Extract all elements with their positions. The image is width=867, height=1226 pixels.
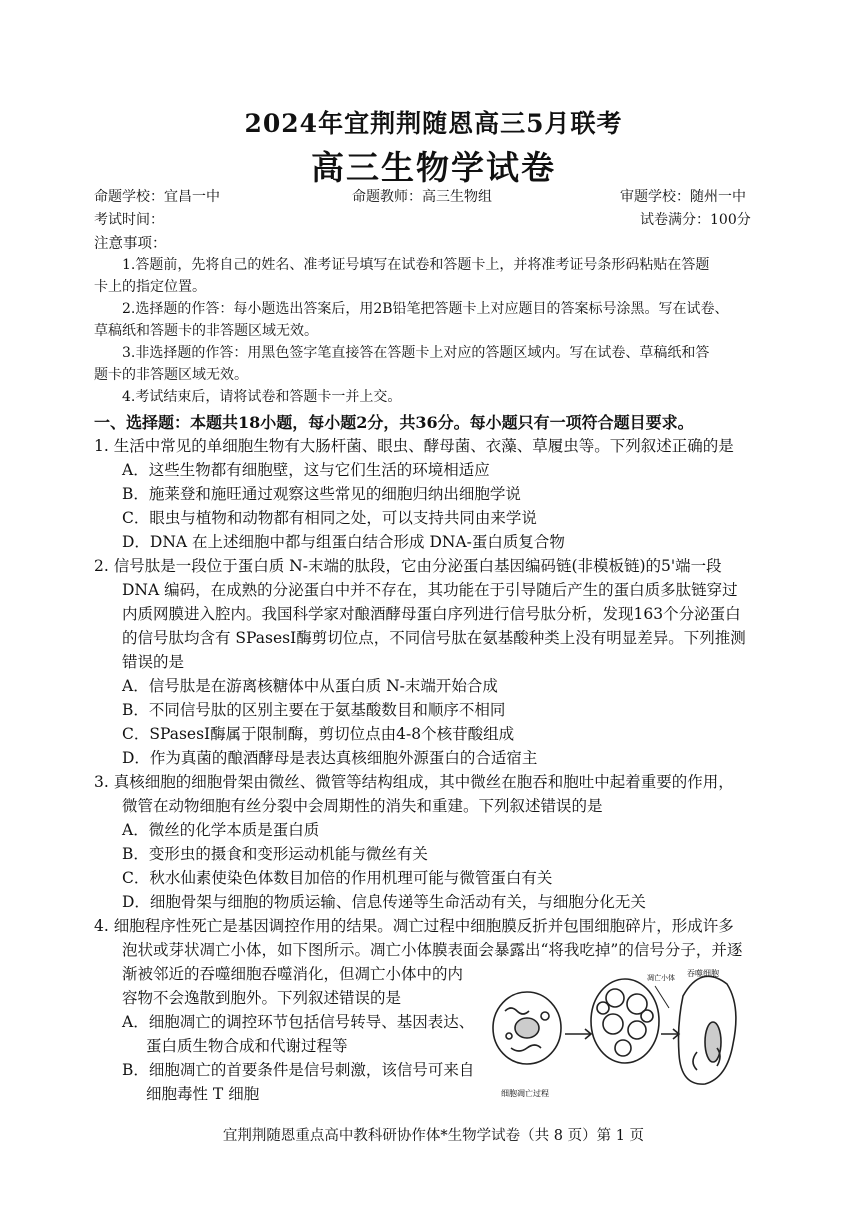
question-stem: 3. 真核细胞的细胞骨架由微丝、微管等结构组成，其中微丝在胞吞和胞吐中起着重要的作用，	[94, 773, 734, 791]
note-line: 1.答题前，先将自己的姓名、准考证号填写在试卷和答题卡上，并将准考证号条形码粘贴在答题	[122, 257, 710, 273]
apoptosis-diagram	[487, 956, 739, 1106]
exam-time-label: 考试时间：	[94, 212, 164, 228]
answer-option: D．细胞骨架与细胞的物质运输、信息传递等生命活动有关，与细胞分化无关	[122, 893, 646, 911]
teacher-label: 命题教师：高三生物组	[352, 189, 492, 205]
answer-option: A．微丝的化学本质是蛋白质	[122, 821, 320, 839]
apoptosis-figure	[487, 956, 739, 1106]
answer-option: B．不同信号肽的区别主要在于氨基酸数目和顺序不相同	[122, 701, 506, 719]
answer-option: D．DNA 在上述细胞中都与组蛋白结合形成 DNA-蛋白质复合物	[122, 533, 565, 551]
exam-title: 2024年宜荆荆随恩高三5月联考	[244, 109, 623, 138]
answer-option: A．这些生物都有细胞壁，这与它们生活的环境相适应	[122, 461, 490, 479]
note-line: 4.考试结束后，请将试卷和答题卡一并上交。	[122, 389, 402, 405]
figure-caption: 细胞凋亡过程	[501, 1089, 549, 1098]
school-label: 命题学校：宜昌一中	[94, 189, 220, 205]
page-footer: 宜荆荆随恩重点高中教科研协作体*生物学试卷（共 8 页）第 1 页	[222, 1128, 645, 1144]
question-stem: 内质网膜进入腔内。我国科学家对酿酒酵母蛋白序列进行信号肽分析，发现163个分泌蛋白	[122, 605, 741, 623]
question-stem: 渐被邻近的吞噬细胞吞噬消化，但凋亡小体中的内	[122, 965, 464, 983]
score-label: 试卷满分：100分	[640, 212, 751, 228]
question-stem: 4. 细胞程序性死亡是基因调控作用的结果。凋亡过程中细胞膜反折并包围细胞碎片，形成许多	[94, 917, 734, 935]
section-heading: 一、选择题：本题共18小题，每小题2分，共36分。每小题只有一项符合题目要求。	[94, 413, 694, 432]
question-stem: 泡状或芽状凋亡小体，如下图所示。凋亡小体膜表面会暴露出“将我吃掉”的信号分子，并逐	[122, 941, 743, 959]
review-school-label: 审题学校：随州一中	[620, 189, 746, 205]
exam-subtitle: 高三生物学试卷	[311, 148, 556, 187]
phagocyte-label: 吞噬细胞	[687, 969, 719, 978]
answer-option: A．信号肽是在游离核糖体中从蛋白质 N-末端开始合成	[122, 677, 498, 695]
answer-option: C．眼虫与植物和动物都有相同之处，可以支持共同由来学说	[122, 509, 537, 527]
note-line: 3.非选择题的作答：用黑色签字笔直接答在答题卡上对应的答题区域内。写在试卷、草稿纸和答	[122, 345, 710, 361]
question-stem: 微管在动物细胞有丝分裂中会周期性的消失和重建。下列叙述错误的是	[122, 797, 603, 815]
answer-option: A．细胞凋亡的调控环节包括信号转导、基因表达、	[122, 1013, 475, 1031]
question-stem: 1. 生活中常见的单细胞生物有大肠杆菌、眼虫、酵母菌、衣藻、草履虫等。下列叙述正确的是	[94, 437, 734, 455]
answer-option: 细胞毒性 T 细胞	[146, 1085, 260, 1103]
question-stem: DNA 编码，在成熟的分泌蛋白中并不存在，其功能在于引导随后产生的蛋白质多肽链穿过	[122, 581, 738, 599]
answer-option: C．秋水仙素使染色体数目加倍的作用机理可能与微管蛋白有关	[122, 869, 553, 887]
question-stem: 2. 信号肽是一段位于蛋白质 N-末端的肽段，它由分泌蛋白基因编码链(非模板链)的5'端一段	[94, 557, 722, 575]
note-line: 2.选择题的作答：每小题选出答案后，用2B铅笔把答题卡上对应题目的答案标号涂黑。写在试卷、	[122, 301, 729, 317]
answer-option: D．作为真菌的酿酒酵母是表达真核细胞外源蛋白的合适宿主	[122, 749, 538, 767]
note-line: 题卡的非答题区域无效。	[94, 367, 248, 383]
note-line: 卡上的指定位置。	[94, 279, 206, 295]
apoptotic-body-label: 凋亡小体	[647, 974, 675, 982]
answer-option: B．施莱登和施旺通过观察这些常见的细胞归纳出细胞学说	[122, 485, 521, 503]
answer-option: 蛋白质生物合成和代谢过程等	[146, 1037, 348, 1055]
answer-option: B．变形虫的摄食和变形运动机能与微丝有关	[122, 845, 428, 863]
answer-option: B．细胞凋亡的首要条件是信号刺激，该信号可来自	[122, 1061, 475, 1079]
answer-option: C．SPasesI酶属于限制酶，剪切位点由4-8个核苷酸组成	[122, 725, 515, 743]
notes-heading: 注意事项：	[94, 236, 167, 252]
note-line: 草稿纸和答题卡的非答题区域无效。	[94, 323, 318, 339]
question-stem: 错误的是	[122, 653, 185, 671]
question-stem: 容物不会逸散到胞外。下列叙述错误的是	[122, 989, 402, 1007]
question-stem: 的信号肽均含有 SPasesI酶剪切位点，不同信号肽在氨基酸种类上没有明显差异。下列推测	[122, 629, 746, 647]
